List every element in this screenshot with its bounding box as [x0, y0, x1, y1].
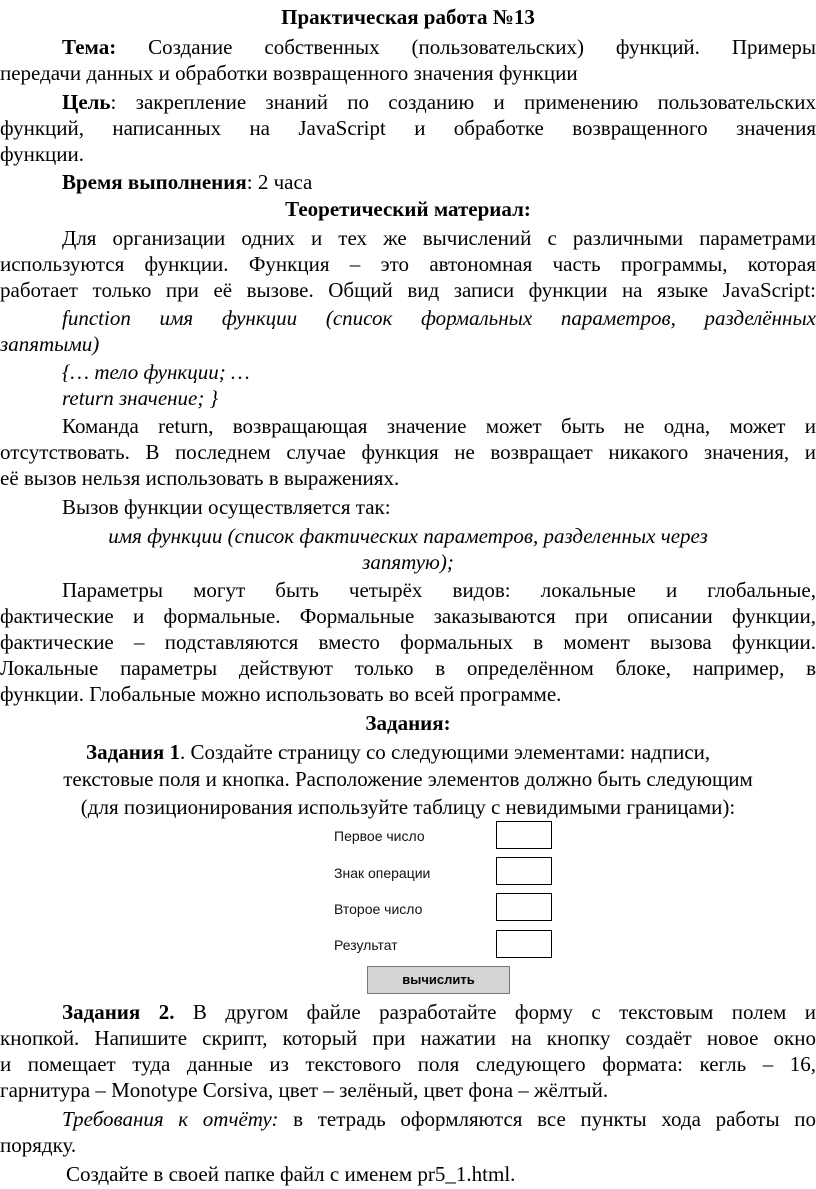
final-instruction: Создайте в своей папке файл с именем pr5_1.html. [66, 1162, 516, 1186]
task2-line-1 [62, 999, 816, 1025]
report-line-2: порядку. [0, 1133, 77, 1157]
task1-label: Задания 1 [86, 740, 181, 764]
goal-line-2: функций, написанных на JavaScript и обработке возвращенного значения [0, 116, 816, 140]
theory-p2-line-1: Команда return, возвращающая значение может быть не одна, может и [62, 414, 816, 438]
theory-p3-line-3: фактические – подставляются вместо формальных в момент вызова функции. [0, 630, 816, 654]
first-number-label: Первое число [334, 828, 425, 844]
task2-label: Задания 2. [62, 1000, 175, 1024]
theory-p3-line-2: фактические и формальные. Формальные заказываются при описании функции, [0, 604, 816, 628]
theory-p3-line-1: Параметры могут быть четырёх видов: локальные и глобальные, [62, 578, 816, 602]
duration-label: Время выполнения [62, 170, 247, 194]
syntax-line-4: return значение; } [62, 386, 219, 410]
second-number-input[interactable] [496, 893, 552, 921]
task1-line-1 [86, 739, 816, 765]
calculate-button[interactable]: вычислить [367, 966, 510, 994]
theory-p3-line-4: Локальные параметры действуют только в определённом блоке, например, в [0, 656, 816, 680]
goal-line-3: функции. [0, 142, 84, 166]
duration-value: : 2 часа [246, 170, 313, 194]
task1-line-3: (для позиционирования используйте таблицу с невидимыми границами): [80, 795, 736, 819]
result-label: Результат [334, 937, 398, 953]
second-number-label: Второе число [334, 901, 423, 917]
task2-text: В другом файле разработайте форму с текстовым полем и [192, 1000, 816, 1024]
syntax-line-1: function имя функции (список формальных параметров, разделённых [62, 306, 816, 330]
theory-heading: Теоретический материал: [285, 197, 531, 221]
theory-p1-line-2: используются функции. Функция – это автономная часть программы, которая [0, 252, 816, 276]
task1-text: . Создайте страницу со следующими элементами: надписи, [180, 740, 711, 764]
first-number-input[interactable] [496, 821, 552, 849]
theory-p2-line-3: её вызов нельзя использовать в выражениях. [0, 466, 400, 490]
task1-line-2: текстовые поля и кнопка. Расположение элементов должно быть следующим [63, 767, 753, 791]
theory-p2-line-2: отсутствовать. В последнем случае функция не возвращает никакого значения, и [0, 440, 816, 464]
document-title: Практическая работа №13 [281, 5, 535, 29]
task2-line-3: и помещает туда данные из текстового поля следующего формата: кегль – 16, [0, 1052, 816, 1076]
report-line-1 [62, 1106, 816, 1132]
syntax-line-2: запятыми) [0, 332, 100, 356]
tasks-heading: Задания: [365, 711, 451, 735]
task2-line-4: гарнитура – Monotype Corsiva, цвет – зелёный, цвет фона – жёлтый. [0, 1078, 609, 1102]
topic-label: Тема: [62, 35, 117, 59]
report-label: Требования к отчёту: [62, 1107, 279, 1131]
goal-text: : закрепление знаний по созданию и применению пользовательских [110, 90, 816, 114]
topic-line-1 [62, 34, 816, 60]
call-syntax-line-2: запятую); [362, 550, 454, 574]
call-intro: Вызов функции осуществляется так: [62, 495, 391, 519]
theory-p3-line-5: функции. Глобальные можно использовать во всей программе. [0, 682, 562, 706]
operation-input[interactable] [496, 857, 552, 885]
operation-label: Знак операции [334, 865, 431, 881]
task2-line-2: кнопкой. Напишите скрипт, который при нажатии на кнопку создаёт новое окно [0, 1026, 816, 1050]
report-text: в тетрадь оформляются все пункты хода работы по [293, 1107, 816, 1131]
goal-line-1 [62, 89, 816, 115]
topic-line-2: передачи данных и обработки возвращенного значения функции [0, 61, 578, 85]
duration-line [62, 169, 816, 195]
theory-p1-line-1: Для организации одних и тех же вычислений с различными параметрами [62, 226, 816, 250]
call-syntax-line-1: имя функции (список фактических параметров, разделенных через [108, 524, 708, 548]
result-input[interactable] [496, 930, 552, 958]
syntax-line-3: {… тело функции; … [62, 360, 250, 384]
theory-p1-line-3: работает только при её вызове. Общий вид записи функции на языке JavaScript: [0, 278, 816, 302]
goal-label: Цель [62, 90, 111, 114]
topic-text: Создание собственных (пользовательских) функций. Примеры [148, 35, 816, 59]
